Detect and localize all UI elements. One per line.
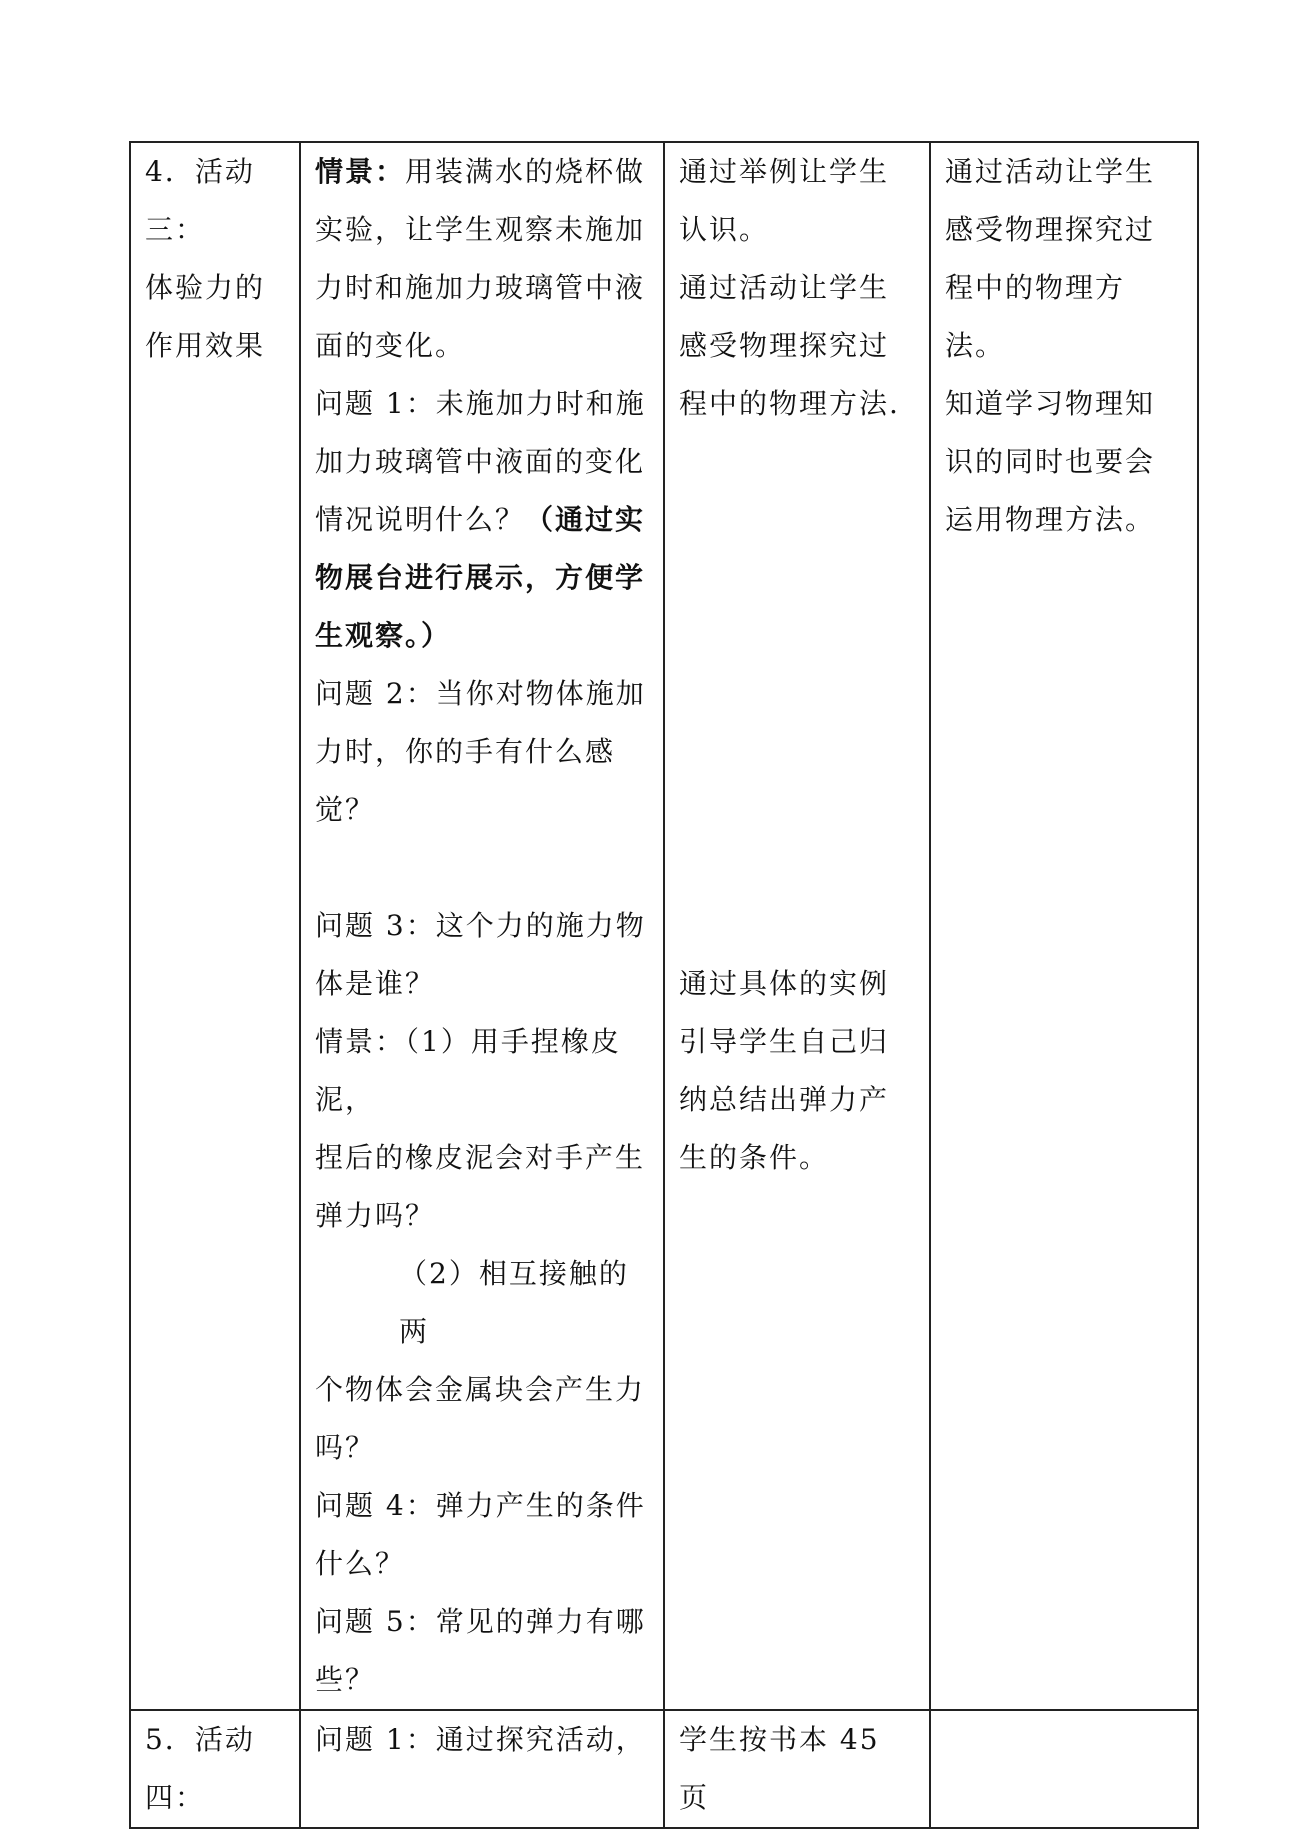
question-4: 问题 4：弹力产生的条件 [315,1489,646,1522]
question-2: 问题 2：当你对物体施加 [315,677,646,710]
design-intent-line: 程中的物理方法. [679,387,900,420]
activity-cell [130,142,300,1710]
scene-line: 情景：用装满水的烧杯做 [315,155,646,188]
student-activity-cell: 学生按书本 45 页 [664,1710,930,1828]
design-intent-line: 通过举例让学生 [679,155,890,188]
scene-2-part-2: 个物体会金属块会产生力 [315,1373,646,1406]
question-3: 问题 3：这个力的施力物 [315,909,646,942]
scene-line: 力时和施加力玻璃管中液 [315,271,646,304]
design-intent-line: 引导学生自己归 [679,1025,890,1058]
design-intent-line: 纳总结出弹力产 [679,1083,890,1116]
blank-space [679,433,915,955]
scene-2-part-2: （2）相互接触的两 [399,1257,629,1348]
design-intent-line: 感受物理探究过 [679,329,890,362]
table-row [130,142,1198,1710]
design-intent-line: 认识。 [679,213,770,246]
purpose-line: 运用物理方法。 [945,503,1156,536]
question-1: 加力玻璃管中液面的变化 [315,445,646,478]
scene-2: 捏后的橡皮泥会对手产生 [315,1141,646,1174]
purpose-line: 知道学习物理知 [945,387,1156,420]
activity-cell: 5．活动四： [130,1710,300,1828]
question-5: 问题 5：常见的弹力有哪 [315,1605,646,1638]
scene-label: 情景： [315,155,406,188]
question-1: 问题 1：未施加力时和施 [315,387,646,420]
scene-line: 实验，让学生观察未施加 [315,213,646,246]
purpose-line: 通过活动让学生 [945,155,1156,188]
activity-title-line: 体验力的 [145,271,266,304]
student-activity-cell [664,142,930,1710]
table-row [130,1710,1198,1828]
activity-title-line: 作用效果 [145,329,266,362]
design-intent-line: 生的条件。 [679,1141,830,1174]
scene-2: 弹力吗？ [315,1199,436,1232]
question-4: 什么？ [315,1547,406,1580]
purpose-line: 程中的物理方法。 [945,271,1126,362]
question-1: 情况说明什么？（通过实 [315,503,646,536]
blank-line [315,839,649,897]
design-intent-line: 通过活动让学生 [679,271,890,304]
teaching-note: 生观察。） [315,619,452,652]
question-3: 体是谁？ [315,967,436,1000]
purpose-line: 感受物理探究过 [945,213,1156,246]
activity-title: 4．活动三： [145,155,255,246]
lesson-plan-table [129,141,1199,1829]
question-5: 些？ [315,1663,376,1696]
teaching-content-cell: 问题 1：通过探究活动， [300,1710,664,1828]
design-purpose-cell [930,1710,1198,1828]
teaching-note: （通过实 [525,503,646,536]
scene-2: 情景：（1）用手捏橡皮泥， [315,1025,621,1116]
design-purpose-cell [930,142,1198,1710]
design-intent-line: 通过具体的实例 [679,967,890,1000]
purpose-line: 识的同时也要会 [945,445,1156,478]
scene-2-part-2: 吗？ [315,1431,376,1464]
question-2: 力时，你的手有什么感 [315,735,616,768]
scene-line: 面的变化。 [315,329,466,362]
teaching-note: 物展台进行展示，方便学 [315,561,646,594]
question-2: 觉？ [315,793,376,826]
teaching-content-cell [300,142,664,1710]
